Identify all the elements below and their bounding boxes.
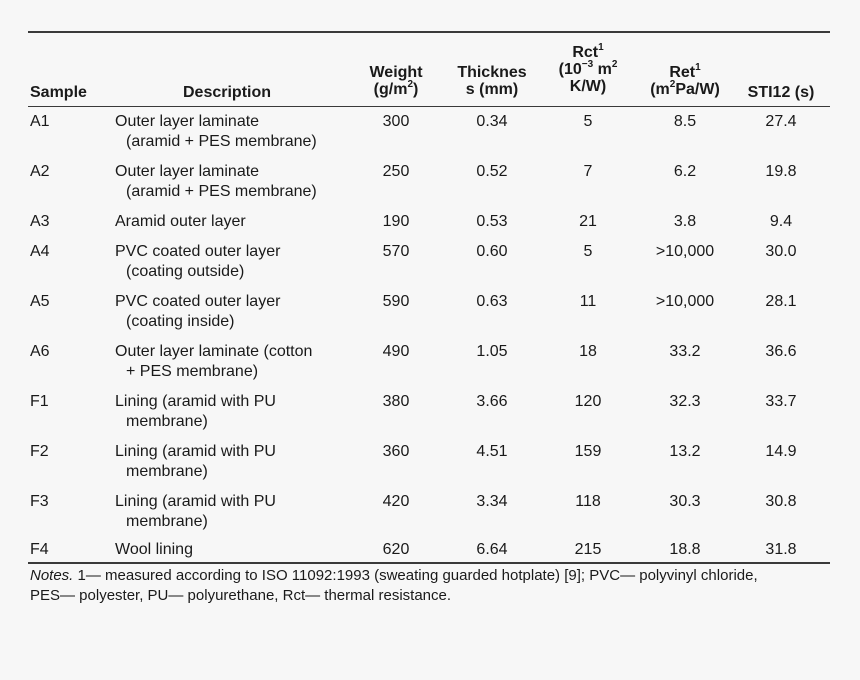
header-weight-line1: Weight [369, 64, 423, 81]
cell-thickness: 0.53 [476, 213, 508, 230]
cell-sample: F2 [30, 443, 49, 460]
cell-sti: 19.8 [765, 163, 797, 180]
cell-sti: 31.8 [765, 541, 797, 558]
cell-description-cont: membrane) [126, 413, 208, 430]
cell-thickness: 3.34 [476, 493, 508, 510]
cell-ret: 3.8 [673, 213, 697, 230]
cell-description-cont: membrane) [126, 463, 208, 480]
notes-text-2: PES— polyester, PU— polyurethane, Rct— thermal resistance. [30, 587, 452, 604]
cell-description-cont: (coating outside) [126, 263, 245, 280]
cell-description: Lining (aramid with PU [115, 443, 276, 460]
cell-ret: 18.8 [669, 541, 701, 558]
cell-weight: 360 [382, 443, 410, 460]
cell-description: Outer layer laminate (cotton [115, 343, 313, 360]
cell-sample: A1 [30, 113, 50, 130]
cell-weight: 590 [382, 293, 410, 310]
cell-sample: F3 [30, 493, 49, 510]
cell-rct: 120 [574, 393, 602, 410]
table-notes [30, 566, 840, 606]
header-ret-label: Ret [669, 64, 696, 81]
notes-line1 [30, 566, 840, 586]
cell-weight: 250 [382, 163, 410, 180]
cell-weight: 570 [382, 243, 410, 260]
table-bottom-rule [28, 562, 830, 564]
cell-rct: 7 [583, 163, 593, 180]
cell-thickness: 0.34 [476, 113, 508, 130]
cell-weight: 620 [382, 541, 410, 558]
cell-sti: 14.9 [765, 443, 797, 460]
header-weight [356, 64, 436, 98]
cell-description-cont: membrane) [126, 513, 208, 530]
cell-description: Wool lining [115, 541, 193, 558]
cell-thickness: 6.64 [476, 541, 508, 558]
cell-weight: 190 [382, 213, 410, 230]
cell-rct: 159 [574, 443, 602, 460]
cell-sample: F4 [30, 541, 49, 558]
header-thickness-line1: Thicknes [457, 64, 527, 81]
cell-thickness: 0.60 [476, 243, 508, 260]
cell-description-cont: (aramid + PES membrane) [126, 183, 317, 200]
cell-sti: 27.4 [765, 113, 797, 130]
cell-rct: 5 [583, 113, 593, 130]
cell-ret: >10,000 [655, 243, 715, 260]
header-rct-exp2: 2 [611, 58, 618, 70]
cell-sample: A4 [30, 243, 50, 260]
notes-label: Notes. [30, 567, 74, 584]
cell-description-cont: (aramid + PES membrane) [126, 133, 317, 150]
cell-rct: 11 [579, 293, 597, 310]
cell-ret: 8.5 [673, 113, 697, 130]
header-ret [640, 61, 730, 98]
cell-sample: A5 [30, 293, 50, 310]
cell-description: Outer layer laminate [115, 113, 260, 130]
header-ret-line1 [640, 61, 730, 81]
header-weight-sup: 2 [407, 78, 413, 90]
cell-sample: A2 [30, 163, 50, 180]
cell-description: Lining (aramid with PU [115, 393, 276, 410]
cell-ret: 13.2 [669, 443, 701, 460]
cell-thickness: 1.05 [476, 343, 508, 360]
cell-sti: 33.7 [765, 393, 797, 410]
cell-sti: 30.0 [765, 243, 797, 260]
cell-sample: F1 [30, 393, 49, 410]
cell-thickness: 0.52 [476, 163, 508, 180]
header-thickness-line2: s (mm) [465, 81, 519, 98]
header-sti-text: STI12 (s) [747, 84, 815, 101]
header-weight-line2 [356, 78, 436, 98]
cell-weight: 490 [382, 343, 410, 360]
cell-sti: 36.6 [765, 343, 797, 360]
header-ret-footnote: 1 [695, 61, 701, 73]
header-ret-unit-b: Pa/W) [675, 81, 720, 98]
cell-sample: A3 [30, 213, 50, 230]
header-sti [736, 84, 826, 101]
header-rule [28, 106, 830, 107]
header-sample-text: Sample [30, 84, 87, 101]
cell-description: PVC coated outer layer [115, 243, 281, 260]
cell-description: Aramid outer layer [115, 213, 246, 230]
header-sample [30, 84, 87, 101]
header-weight-close: ) [413, 81, 419, 98]
cell-thickness: 0.63 [476, 293, 508, 310]
cell-rct: 118 [575, 493, 601, 510]
cell-description-cont: + PES membrane) [126, 363, 259, 380]
cell-sti: 28.1 [765, 293, 797, 310]
cell-ret: >10,000 [655, 293, 715, 310]
cell-ret: 32.3 [669, 393, 701, 410]
cell-description-cont: (coating inside) [126, 313, 235, 330]
cell-sample: A6 [30, 343, 50, 360]
cell-ret: 30.3 [669, 493, 701, 510]
cell-sti: 9.4 [769, 213, 793, 230]
cell-description: PVC coated outer layer [115, 293, 281, 310]
header-ret-line2 [640, 78, 730, 98]
cell-ret: 6.2 [673, 163, 697, 180]
cell-description: Outer layer laminate [115, 163, 260, 180]
header-rct-unit-a: (10 [558, 61, 582, 78]
cell-thickness: 3.66 [476, 393, 508, 410]
header-description-text: Description [183, 84, 272, 101]
table-top-rule [28, 31, 830, 33]
header-rct-line3: K/W) [569, 78, 607, 95]
header-ret-exp: 2 [669, 78, 676, 90]
cell-rct: 18 [579, 343, 597, 360]
cell-weight: 300 [382, 113, 410, 130]
cell-rct: 215 [574, 541, 602, 558]
notes-text-1: 1— measured according to ISO 11092:1993 (sweating guarded hotplate) [9]; PVC— polyvinyl chloride, [73, 567, 758, 584]
header-rct-exp: −3 [581, 58, 594, 70]
header-ret-unit-a: (m [650, 81, 670, 98]
cell-weight: 380 [382, 393, 410, 410]
header-rct-footnote: 1 [598, 41, 604, 53]
cell-thickness: 4.51 [476, 443, 508, 460]
header-rct-unit-b: m [593, 61, 612, 78]
cell-description: Lining (aramid with PU [115, 493, 276, 510]
header-rct-label: Rct [572, 44, 599, 61]
header-description [183, 84, 271, 101]
cell-rct: 5 [583, 243, 593, 260]
header-rct-line2 [548, 58, 628, 78]
header-weight-unit: (g/m [373, 81, 408, 98]
header-thickness [448, 64, 536, 98]
cell-weight: 420 [382, 493, 410, 510]
cell-rct: 21 [579, 213, 597, 230]
cell-ret: 33.2 [669, 343, 701, 360]
header-rct [548, 41, 628, 95]
cell-sti: 30.8 [765, 493, 797, 510]
